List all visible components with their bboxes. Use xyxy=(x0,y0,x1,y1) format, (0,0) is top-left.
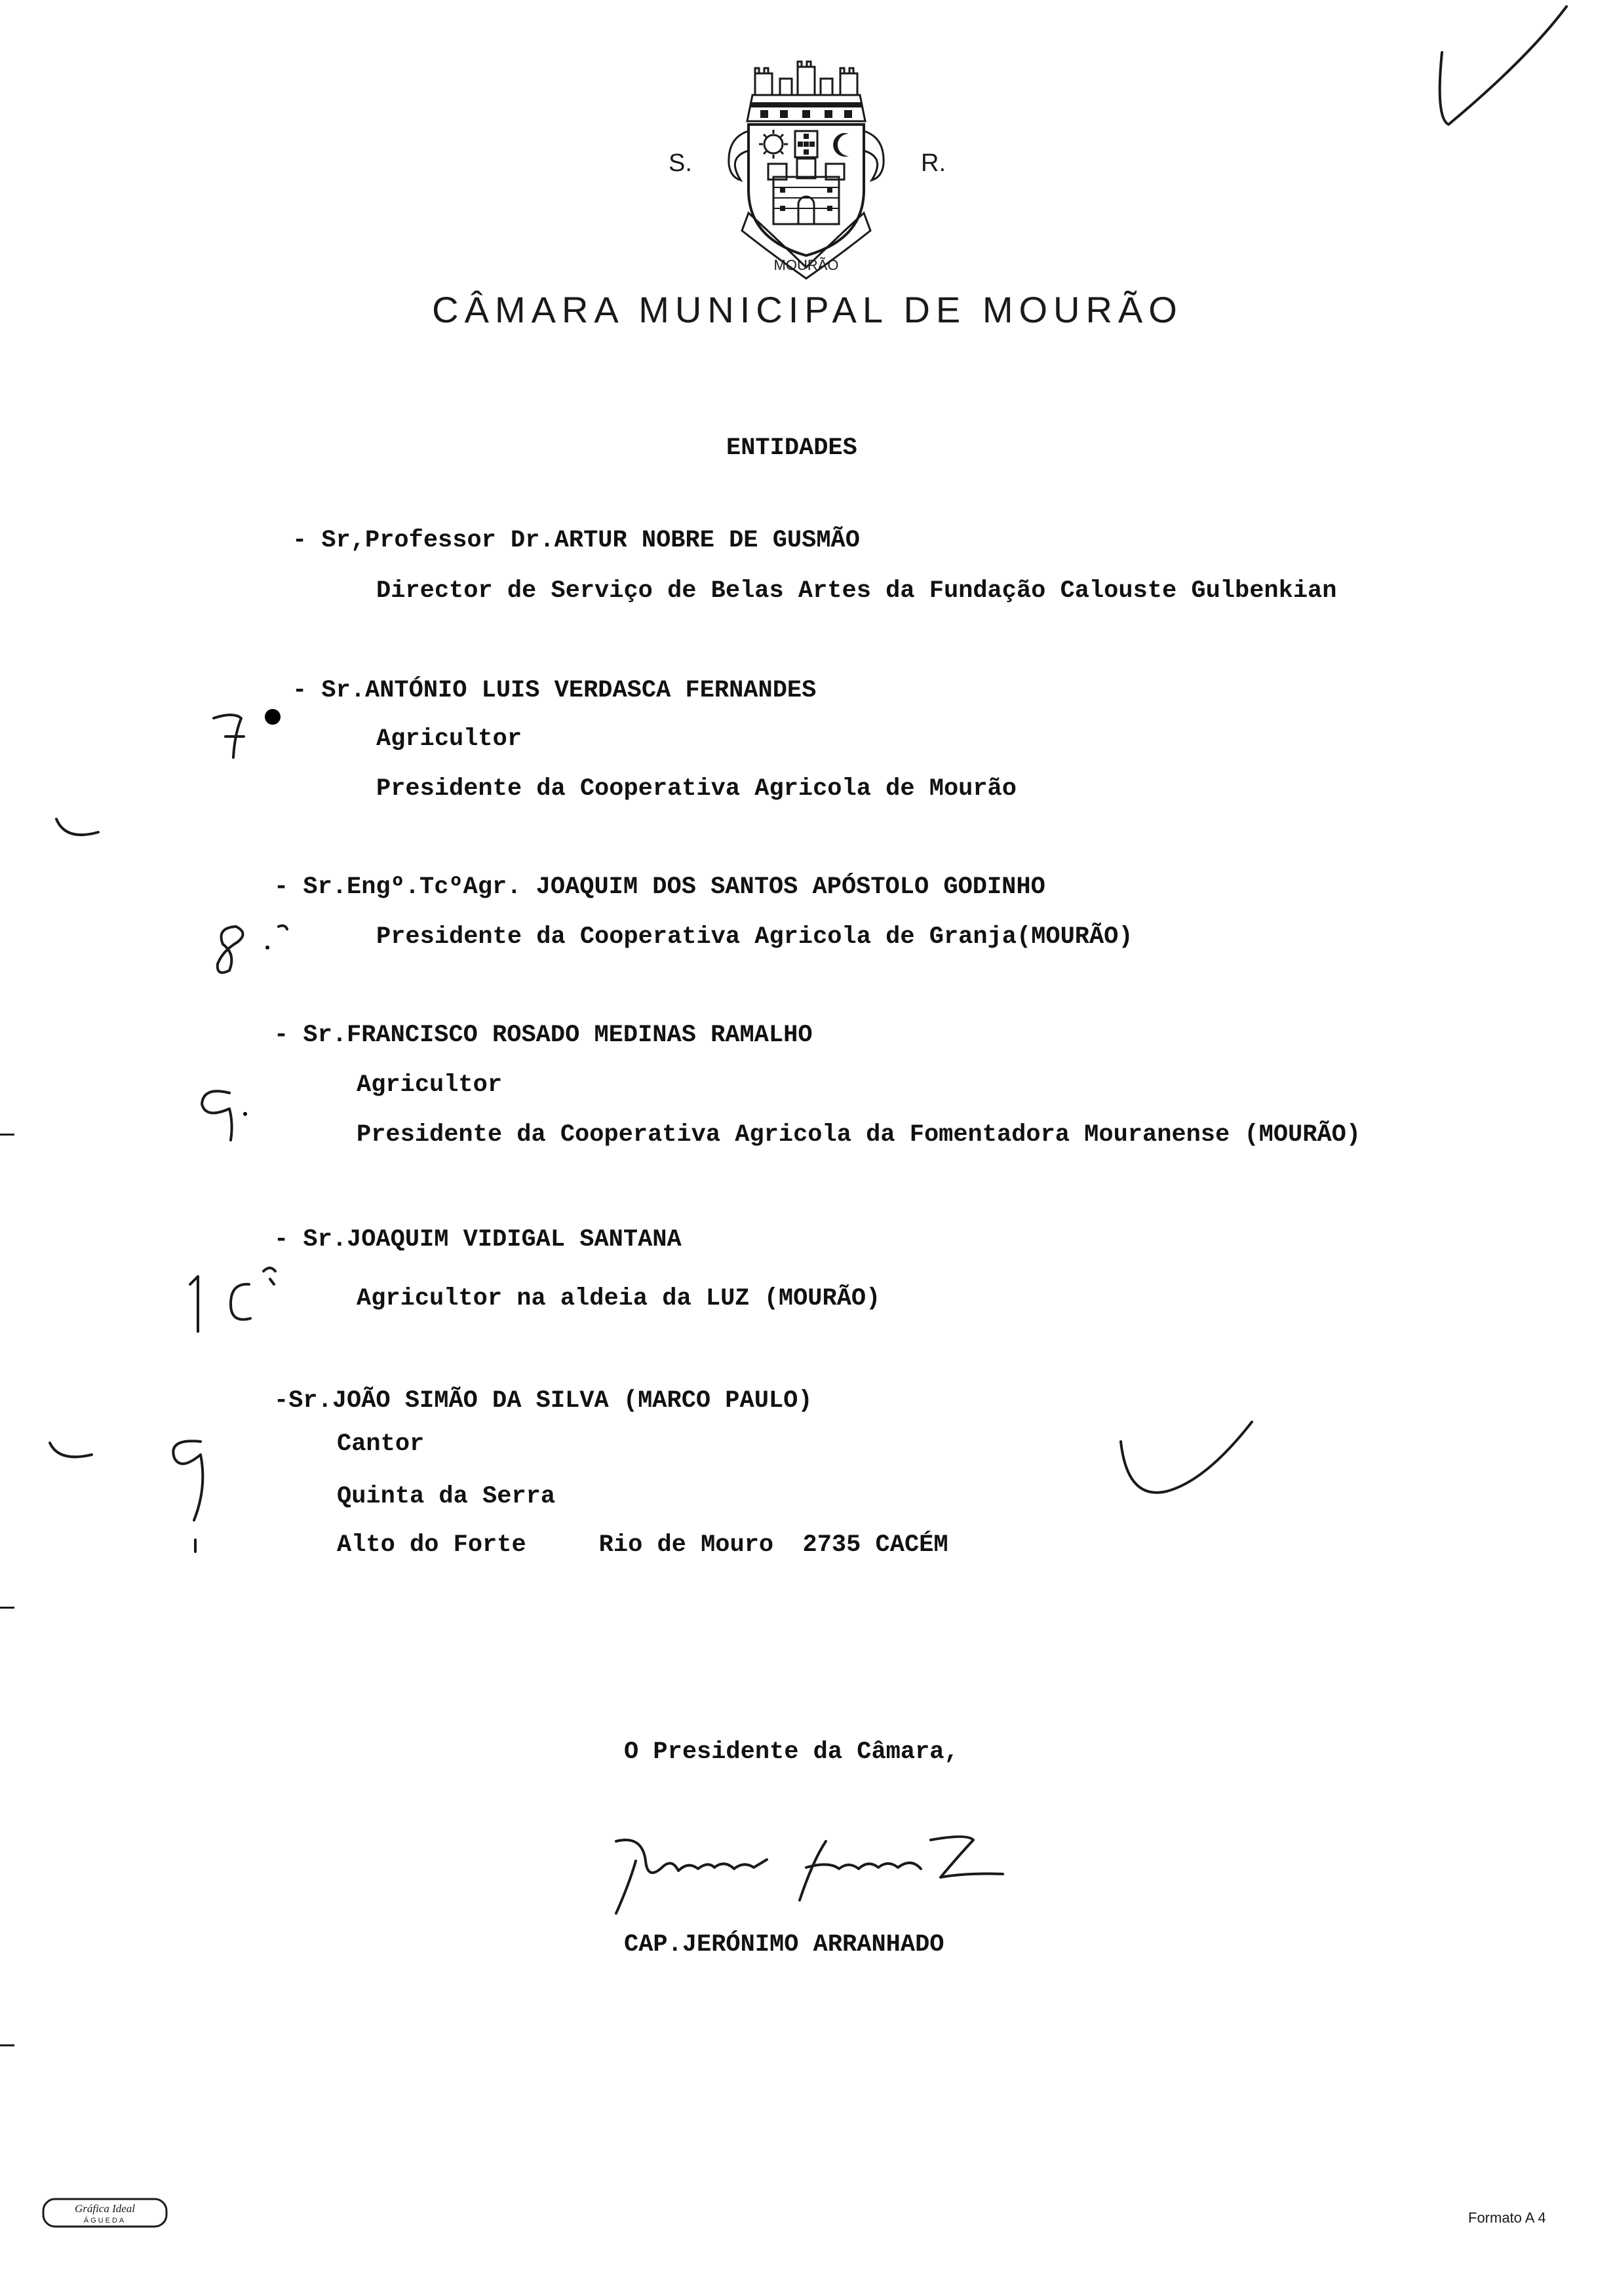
handwritten-number-10 xyxy=(178,1258,309,1343)
president-signature xyxy=(590,1822,1042,1926)
signatory-name: CAP.JERÓNIMO ARRANHADO xyxy=(624,1931,944,1959)
entity-6-detail-3: Alto do Forte Rio de Mouro 2735 CACÉM xyxy=(337,1531,948,1559)
entity-6-name: -Sr.JOÃO SIMÃO DA SILVA (MARCO PAULO) xyxy=(274,1387,813,1415)
printer-logo xyxy=(41,2196,169,2229)
margin-tick-2 xyxy=(46,1439,105,1472)
entity-3-name: - Sr.Engº.TcºAgr. JOAQUIM DOS SANTOS APÓSTOLO GODINHO xyxy=(274,873,1045,901)
margin-dash xyxy=(0,1134,14,1136)
printer-logo-name: Gráfica Ideal xyxy=(74,2202,136,2215)
closing-title: O Presidente da Câmara, xyxy=(624,1738,959,1766)
margin-tick-1 xyxy=(52,815,111,848)
handwritten-number-8 xyxy=(203,915,302,987)
letterhead-left-initial: S. xyxy=(669,149,692,177)
entity-5-detail-1: Agricultor na aldeia da LUZ (MOURÃO) xyxy=(357,1285,881,1312)
check-mark-entity-6 xyxy=(1114,1415,1265,1507)
margin-dash xyxy=(0,2044,14,2046)
letterhead-right-initial: R. xyxy=(921,149,946,177)
handwritten-number-7 xyxy=(207,698,299,777)
entity-2-name: - Sr.ANTÓNIO LUIS VERDASCA FERNANDES xyxy=(292,677,817,704)
entity-3-detail-1: Presidente da Cooperativa Agricola de Granja(MOURÃO) xyxy=(376,923,1133,951)
entity-5-name: - Sr.JOAQUIM VIDIGAL SANTANA xyxy=(274,1226,682,1253)
entity-4-detail-1: Agricultor xyxy=(357,1071,503,1099)
crest-ribbon-text: MOURÃO xyxy=(773,257,839,273)
entity-4-detail-2: Presidente da Cooperativa Agricola da Fomentadora Mouranense (MOURÃO) xyxy=(357,1121,1361,1149)
entity-2-detail-2: Presidente da Cooperativa Agricola de Mourão xyxy=(376,775,1017,803)
margin-dash xyxy=(0,1607,14,1609)
check-mark-top-right xyxy=(1435,0,1593,131)
entity-1-name: - Sr,Professor Dr.ARTUR NOBRE DE GUSMÃO xyxy=(292,527,860,554)
paper-format-label: Formato A 4 xyxy=(1468,2210,1546,2226)
entity-6-detail-1: Cantor xyxy=(337,1430,425,1458)
handwritten-number-9 xyxy=(190,1075,288,1147)
entity-2-detail-1: Agricultor xyxy=(376,725,522,753)
document-heading: ENTIDADES xyxy=(726,434,857,462)
municipal-coat-of-arms xyxy=(708,59,905,282)
handwritten-number-9-second xyxy=(155,1428,246,1573)
printer-logo-town: ÁGUEDA xyxy=(83,2217,126,2225)
entity-6-detail-2: Quinta da Serra xyxy=(337,1483,556,1510)
institution-name: CÂMARA MUNICIPAL DE MOURÃO xyxy=(432,289,1183,330)
entity-4-name: - Sr.FRANCISCO ROSADO MEDINAS RAMALHO xyxy=(274,1022,813,1049)
entity-1-detail-1: Director de Serviço de Belas Artes da Fundação Calouste Gulbenkian xyxy=(376,577,1337,605)
